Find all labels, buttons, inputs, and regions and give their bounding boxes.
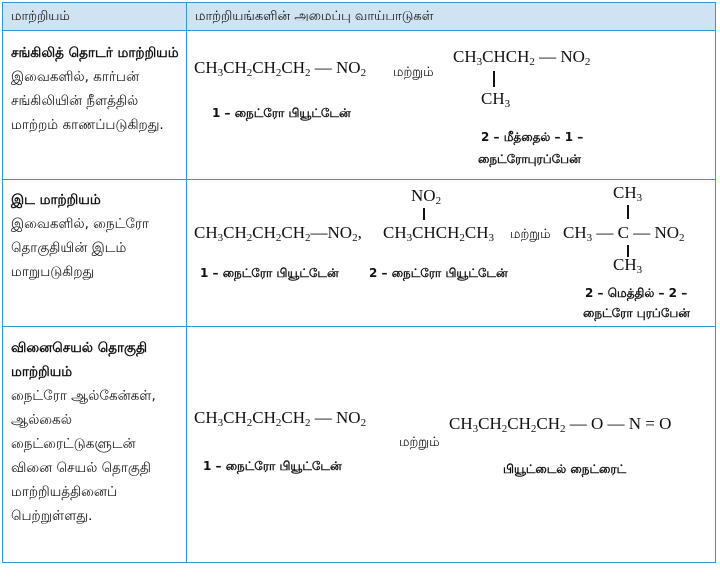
formula-branch-methyl: $CH_3$ xyxy=(481,89,511,110)
row-functional-label xyxy=(11,336,179,528)
name-butyl-nitrite: பியூட்டைல் நைட்ரைட் xyxy=(503,462,627,476)
formula-no2-substituent: $NO_2$ xyxy=(411,186,442,207)
name-1-nitrobutane: 1 – நைட்ரோ பியூட்டேன் xyxy=(203,459,342,473)
column-divider xyxy=(186,3,187,562)
formula-1-nitrobutane: $CH_3CH_2CH_2CH_2$ — $NO_2$ xyxy=(194,58,367,79)
row-description: இவைகளில், கார்பன் சங்கிலியின் நீளத்தில் மாற்றம் காணப்படுகிறது. xyxy=(11,69,164,133)
formula-butyl-nitrite: $CH_3CH_2CH_2CH_2$ — O — N = O xyxy=(449,414,672,435)
name-2-nitrobutane: 2 – நைட்ரோ பியூட்டேன் xyxy=(369,266,508,280)
formula-branched-top: $CH_3CHCH_2$ — $NO_2$ xyxy=(453,47,591,68)
formula-1-nitrobutane: $CH_3CH_2CH_2CH_2$ — $NO_2$ xyxy=(194,408,367,429)
row-divider xyxy=(3,179,715,180)
conjunction: மற்றும் xyxy=(510,227,551,242)
header-structures: மாற்றியங்களின் அமைப்பு வாய்பாடுகள் xyxy=(195,9,434,24)
conjunction: மற்றும் xyxy=(399,435,440,450)
bond-line xyxy=(493,71,495,87)
name-line: நைட்ரோபுரப்பேன் xyxy=(478,152,581,166)
row-title: இட மாற்றியம் xyxy=(11,192,101,208)
bond-line xyxy=(627,205,629,219)
conjunction: மற்றும் xyxy=(393,65,434,80)
row-position-label xyxy=(11,188,179,284)
formula-methyl-top: $CH_3$ xyxy=(613,183,643,204)
row-chain-label xyxy=(11,41,179,137)
row-description: இவைகளில், நைட்ரோ தொகுதியின் இடம் மாறுபடுகிறது xyxy=(11,216,149,280)
bond-line xyxy=(423,208,425,220)
row-title: சங்கிலித் தொடர் மாற்றியம் xyxy=(11,45,179,61)
row-description: நைட்ரோ ஆல்கேன்கள், ஆல்கைல் நைட்ரைட்டுகளுடன் வினை செயல் தொகுதி மாற்றியத்தினைப் பெற்றுள்ளது. xyxy=(11,388,156,524)
name-1-nitrobutane: 1 – நைட்ரோ பியூட்டேன் xyxy=(212,106,351,120)
formula-2-nitrobutane: $CH_3CHCH_2CH_3$ xyxy=(383,223,494,244)
name-line: நைட்ரோ புரப்பேன் xyxy=(583,306,690,320)
table-header xyxy=(3,3,715,31)
name-line: 2 – மெத்தில் – 2 – xyxy=(585,286,688,300)
formula-tertiary-center: $CH_3$ — C — $NO_2$ xyxy=(563,223,685,244)
name-line: 2 – மீத்தைல் – 1 – xyxy=(481,130,584,144)
formula-1-nitrobutane: $CH_3CH_2CH_2CH_2—NO_2$, xyxy=(194,223,362,244)
header-isomer: மாற்றியம் xyxy=(11,9,70,24)
row-divider xyxy=(3,326,715,327)
name-1-nitrobutane: 1 – நைட்ரோ பியூட்டேன் xyxy=(200,266,339,280)
formula-methyl-bottom: $CH_3$ xyxy=(613,255,643,276)
isomerism-table xyxy=(2,2,716,563)
row-title: வினைசெயல் தொகுதி மாற்றியம் xyxy=(11,340,148,380)
